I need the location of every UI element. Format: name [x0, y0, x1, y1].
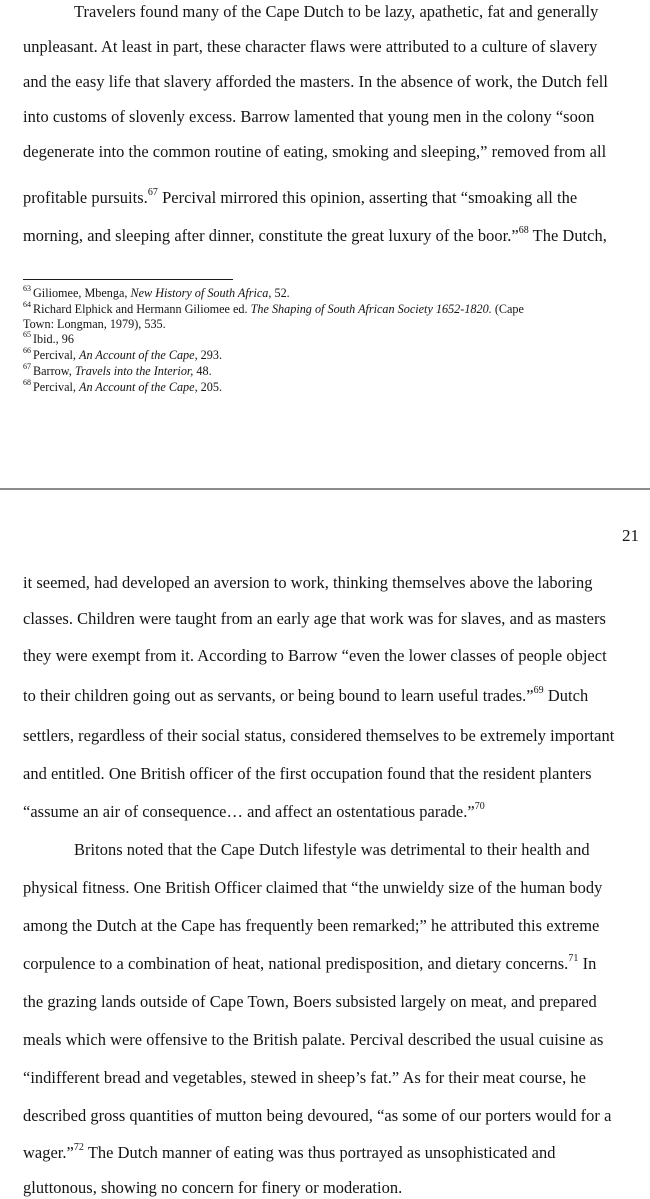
footnote-number: 64	[23, 299, 31, 309]
text-run: The Dutch,	[528, 226, 607, 245]
text-run: morning, and sleeping after dinner, constitute the great luxury of the boor.”	[23, 226, 519, 245]
text-run: “assume an air of consequence… and affect an ostentatious parade.”	[23, 802, 475, 821]
footnote-title: The Shaping of South African Society 1652-1820.	[250, 302, 492, 316]
footnote-text: Barrow,	[33, 364, 75, 378]
footnote-text: Percival,	[33, 380, 80, 394]
text-run: wager.”	[23, 1143, 74, 1162]
body-text-line: “indifferent bread and vegetables, stewed in sheep’s fat.” As for their meat course, he	[23, 1068, 586, 1087]
body-text-line: gluttonous, showing no concern for finery or moderation.	[23, 1178, 403, 1197]
body-text-line: among the Dutch at the Cape has frequently been remarked;” he attributed this extreme	[23, 916, 600, 935]
body-text-line: and entitled. One British officer of the first occupation found that the resident planters	[23, 764, 592, 783]
body-text-line: described gross quantities of mutton being devoured, “as some of our porters would for a	[23, 1106, 612, 1125]
footnote-title: An Account of the Cape	[79, 380, 195, 394]
body-text-line: into customs of slovenly excess. Barrow lamented that young men in the colony “soon	[23, 107, 595, 126]
footnote-text: Town: Longman, 1979), 535.	[23, 317, 166, 331]
footnote-ref: 72	[73, 1141, 84, 1153]
footnote-text: 48.	[193, 364, 212, 378]
text-run: Dutch	[543, 686, 589, 705]
body-text-line: the grazing lands outside of Cape Town, Boers subsisted largely on meat, and prepared	[23, 992, 597, 1011]
body-text-line: Travelers found many of the Cape Dutch to be lazy, apathetic, fat and generally	[74, 2, 599, 21]
footnote-text: , 52.	[268, 286, 290, 300]
body-text-line: degenerate into the common routine of eating, smoking and sleeping,” removed from all	[23, 142, 607, 161]
body-text-line	[23, 684, 638, 705]
footnote-number: 65	[23, 329, 31, 339]
body-text-line: and the easy life that slavery afforded the masters. In the absence of work, the Dutch fell	[23, 72, 608, 91]
footnote	[23, 329, 74, 346]
footnote-text: , 293.	[194, 348, 222, 362]
footnote-ref: 67	[147, 186, 158, 198]
body-text-line	[23, 800, 638, 821]
text-run: The Dutch manner of eating was thus portrayed as unsophisticated and	[83, 1143, 556, 1162]
text-run: In	[578, 954, 597, 973]
body-text-line: physical fitness. One British Officer claimed that “the unwieldy size of the human body	[23, 878, 603, 897]
footnote-ref: 69	[533, 684, 544, 696]
body-text-line	[23, 224, 638, 245]
footnote-number: 66	[23, 345, 31, 355]
body-text-line: they were exempt from it. According to Barrow “even the lower classes of people object	[23, 646, 607, 665]
body-text-line: unpleasant. At least in part, these character flaws were attributed to a culture of slavery	[23, 37, 598, 56]
footnote-ref: 68	[518, 224, 529, 236]
text-run: corpulence to a combination of heat, national predisposition, and dietary concerns.	[23, 954, 569, 973]
footnote-text: Ibid., 96	[33, 332, 74, 346]
footnote-title: An Account of the Cape	[79, 348, 195, 362]
text-run: Percival mirrored this opinion, asserting that “smoaking all the	[157, 188, 578, 207]
text-run: to their children going out as servants, or being bound to learn useful trades.”	[23, 686, 534, 705]
footnote	[23, 318, 166, 330]
footnote-text: Percival,	[33, 348, 80, 362]
page-number: 21	[622, 526, 639, 545]
body-text-line	[23, 952, 638, 973]
footnote-number: 67	[23, 361, 31, 371]
footnote	[23, 283, 290, 300]
body-text-line: settlers, regardless of their social status, considered themselves to be extremely important	[23, 726, 615, 745]
footnote-ref: 70	[474, 800, 485, 812]
footnote	[23, 299, 524, 316]
footnote	[23, 345, 222, 362]
body-text-line: Britons noted that the Cape Dutch lifestyle was detrimental to their health and	[74, 840, 590, 859]
footnote	[23, 361, 212, 378]
footnote-title: New History of South Africa	[130, 286, 269, 300]
footnote-ref: 71	[568, 952, 579, 964]
page-divider	[0, 488, 650, 490]
body-text-line: meals which were offensive to the British palate. Percival described the usual cuisine as	[23, 1030, 604, 1049]
text-run: profitable pursuits.	[23, 188, 148, 207]
footnote-text: (Cape	[491, 302, 524, 316]
footnote-title: Travels into the Interior,	[74, 364, 194, 378]
body-text-line	[23, 186, 638, 207]
footnote	[23, 377, 222, 394]
footnote-number: 68	[23, 377, 31, 387]
body-text-line: classes. Children were taught from an early age that work was for slaves, and as masters	[23, 609, 606, 628]
footnote-text: Richard Elphick and Hermann Giliomee ed.	[33, 302, 251, 316]
footnote-text: , 205.	[194, 380, 222, 394]
body-text-line	[23, 1141, 638, 1162]
body-text-line: it seemed, had developed an aversion to work, thinking themselves above the laboring	[23, 573, 593, 592]
footnote-text: Giliomee, Mbenga,	[33, 286, 131, 300]
footnote-number: 63	[23, 283, 31, 293]
footnote-separator	[23, 279, 233, 280]
